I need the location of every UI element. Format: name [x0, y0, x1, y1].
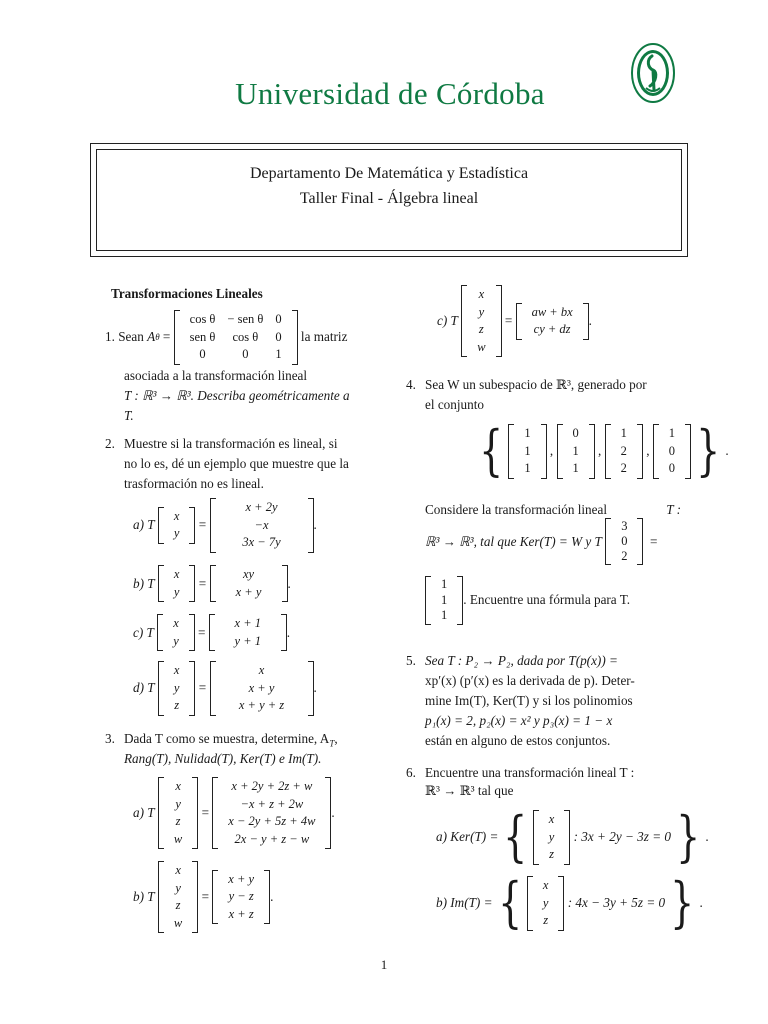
matrix-entry: 2x − y + z − w [234, 831, 310, 846]
problem-1-line: T : ℝ³ → ℝ³. Describa geométricamente a [124, 388, 350, 403]
matrix-entry: 2 [620, 461, 627, 475]
input-vector [164, 661, 190, 716]
input-vector [164, 861, 192, 933]
problem-4-consider: Considere la transformación lineal T : [425, 502, 681, 517]
problem-5-line: p₁(x) = 2, p₂(x) = x² y p₃(x) = 1 − x [425, 713, 613, 728]
problem-3-number: 3. [105, 731, 115, 746]
problem-5-line: están en alguno de estos conjuntos. [425, 733, 611, 748]
matrix-entry: 1 [275, 347, 282, 361]
matrix-entry: 2 [621, 549, 628, 563]
output-vector [522, 303, 583, 340]
problem-number: 1. [105, 329, 115, 345]
generating-set: { 1 1 1 , 0 1 1 , 1 2 2 , 1 0 0 } . [479, 419, 729, 483]
problem-5-number: 5. [406, 653, 416, 668]
matrix-entry: xy [242, 567, 255, 581]
matrix-entry: 1 [441, 592, 448, 607]
matrix-entry: y + 1 [234, 633, 262, 648]
problem-2-line: Muestre si la transformación es lineal, si [124, 436, 338, 451]
matrix-entry: z [549, 847, 554, 861]
matrix-entry: y [478, 304, 485, 319]
matrix-entry: x [175, 779, 181, 793]
problem-2a: a) T x y = x + 2y −x 3x − 7y . [133, 498, 317, 553]
matrix-entry: 0 [668, 443, 676, 458]
matrix-entry: x + y [248, 680, 275, 695]
problem-6-line: ℝ³ → ℝ³ tal que [425, 783, 514, 798]
section-title: Transformaciones Lineales [111, 286, 263, 301]
matrix-entry: x − 2y + 5z + 4w [228, 814, 316, 828]
matrix-entry: x + y [235, 584, 262, 599]
generator-vector [514, 424, 540, 479]
matrix-entry: − sen θ [227, 312, 264, 326]
output-vector [218, 870, 264, 925]
vector [431, 576, 457, 625]
department-name: Departamento De Matemática y Estadística [249, 165, 529, 182]
matrix-entry: 3 [621, 519, 628, 533]
matrix-entry: y [173, 584, 180, 599]
matrix-entry: 1 [572, 443, 579, 458]
problem-6-number: 6. [406, 765, 416, 780]
matrix-entry: 1 [524, 461, 531, 475]
matrix-entry: 0 [621, 534, 628, 548]
output-vector [215, 614, 281, 651]
matrix-entry: z [175, 898, 181, 912]
matrix-entry: y [548, 829, 555, 844]
matrix-entry: y [175, 880, 181, 895]
input-vector [163, 614, 189, 651]
problem-4-condition: ℝ³ → ℝ³, tal que Ker(T) = W y T 3 0 2 = [425, 519, 658, 563]
input-vector [164, 507, 190, 544]
matrix-entry: aw + bx [531, 304, 573, 319]
problem-1-statement: 1. Sean A θ = cos θ − sen θ 0 sen θ cos θ 0 0 0 1 la matriz [105, 310, 347, 365]
matrix-entry: 0 [668, 461, 676, 475]
problem-1-line: T. [124, 408, 134, 423]
input-vector [164, 777, 192, 849]
problem-5-line: mine Im(T), Ker(T) y si los polinomios [425, 693, 633, 708]
matrix-entry: x + 2y [245, 500, 278, 514]
matrix-entry: y [542, 895, 549, 910]
matrix-entry: 1 [572, 461, 579, 475]
generator-vector [611, 424, 637, 479]
output-vector [216, 565, 282, 602]
problem-2-line: trasformación no es lineal. [124, 476, 264, 491]
problem-2-number: 2. [105, 436, 115, 451]
matrix-entry: w [477, 339, 486, 354]
problem-4-line: el conjunto [425, 397, 484, 412]
matrix-entry: 0 [199, 347, 206, 361]
matrix-entry: x [173, 616, 179, 630]
matrix-entry: cy + dz [533, 322, 571, 336]
problem-2c-extra: c) T x y z w = aw + bx cy + dz . [437, 285, 592, 357]
problem-3a: a) T x y z w = x + 2y + 2z + w −x + z + 2w x − 2y + 5z + 4w 2x − y + z − w . [133, 777, 335, 849]
problem-2c: c) T x y = x + 1 y + 1 . [133, 614, 290, 651]
matrix-entry: 1 [668, 426, 676, 440]
generator-vector [563, 424, 589, 479]
matrix-entry: 0 [572, 426, 579, 440]
problem-3-line: Dada T como se muestra, determine, $A_T$, [124, 731, 338, 749]
page-number: 1 [380, 957, 388, 972]
matrix-entry: x [542, 878, 549, 892]
university-seal-logo [630, 42, 676, 108]
problem-3-line: Rang(T), Nulidad(T), Ker(T) e Im(T). [124, 751, 322, 766]
matrix-entry: 0 [275, 329, 282, 344]
problem-3b: b) T x y z w = x + y y − z x + z . [133, 861, 273, 933]
matrix-entry: w [173, 915, 183, 930]
matrix-entry: 1 [524, 443, 531, 458]
course-title: Taller Final - Álgebra lineal [299, 190, 479, 207]
rotation-matrix [174, 310, 298, 365]
matrix-entry: x + 1 [234, 616, 262, 630]
matrix-entry: x [175, 863, 181, 877]
matrix-entry: z [174, 698, 180, 712]
problem-6a: a) Ker(T) = { x y z : 3x + 2y − 3z = 0 } . [436, 805, 709, 869]
problem-4-line: Sea W un subespacio de ℝ³, generado por [425, 377, 647, 392]
generator-vector [659, 424, 685, 479]
input-vector [467, 285, 495, 357]
matrix-entry: y [175, 796, 181, 811]
matrix-entry: w [173, 831, 183, 846]
problem-6b: b) Im(T) = { x y z : 4x − 3y + 5z = 0 } . [436, 871, 703, 935]
matrix-entry: −x [254, 517, 269, 532]
matrix-entry: x [258, 663, 265, 677]
output-vector [216, 498, 308, 553]
output-vector [216, 661, 308, 716]
matrix-entry: 0 [275, 312, 282, 326]
matrix-entry: x [173, 567, 180, 581]
problem-2b: b) T x y = xy x + y . [133, 565, 291, 602]
matrix-entry: cos θ [189, 312, 216, 326]
matrix-entry: y − z [228, 889, 254, 904]
problem-1-line: asociada a la transformación lineal [124, 368, 308, 383]
matrix-entry: 1 [441, 608, 448, 622]
problem-4-result: 1 1 1 . Encuentre una fórmula para T. [425, 576, 630, 625]
matrix-entry: cos θ [232, 329, 259, 344]
matrix-entry: x + y + z [238, 698, 285, 712]
problem-2d: d) T x y z = x x + y x + y + z . [133, 661, 317, 716]
matrix-entry: x + 2y + 2z + w [231, 779, 313, 793]
matrix-entry: y [173, 526, 180, 541]
matrix-entry: z [543, 913, 549, 927]
matrix-entry: −x + z + 2w [240, 796, 304, 811]
matrix-entry: 2 [620, 443, 627, 458]
matrix-entry: x + y [228, 871, 255, 886]
problem-4-number: 4. [406, 377, 416, 392]
output-vector [218, 777, 325, 849]
problem-2-line: no lo es, dé un ejemplo que muestre que la [124, 456, 349, 471]
matrix-entry: 3x − 7y [242, 535, 281, 549]
problem-5-line: Sea T : P₂ → P₂, dada por T(p(x)) = [425, 653, 618, 668]
matrix-entry: z [478, 322, 484, 336]
matrix-entry: 1 [524, 426, 531, 440]
matrix-entry: 1 [441, 577, 448, 591]
matrix-entry: 0 [242, 347, 249, 361]
input-vector [164, 565, 190, 602]
matrix-entry: x + z [228, 906, 254, 921]
set-vector [533, 876, 559, 931]
matrix-entry: y [173, 680, 180, 695]
matrix-entry: z [175, 814, 181, 828]
matrix-entry: x [173, 663, 180, 677]
problem-5-line: xp′(x) (p′(x) es la derivada de p). Deter- [425, 673, 635, 688]
vector [611, 518, 637, 565]
problem-6-line: Encuentre una transformación lineal T : [425, 765, 635, 780]
matrix-entry: 1 [620, 426, 627, 440]
set-vector [539, 810, 565, 865]
matrix-entry: x [548, 812, 555, 826]
matrix-entry: x [478, 287, 485, 301]
university-title: Universidad de Córdoba [235, 76, 545, 111]
matrix-entry: y [173, 633, 179, 648]
matrix-entry: sen θ [189, 329, 216, 344]
matrix-entry: x [173, 508, 180, 523]
rotation-matrix-entries [180, 310, 292, 365]
